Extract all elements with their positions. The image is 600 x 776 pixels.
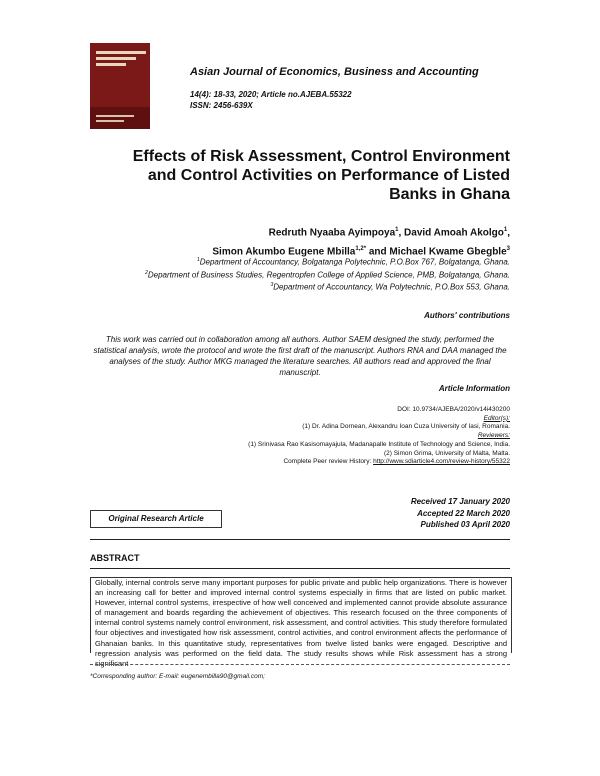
author-separator: and bbox=[366, 246, 390, 258]
author-name: Michael Kwame Gbegble bbox=[389, 246, 507, 258]
editor-item: (1) Dr. Adina Dornean, Alexandru Ioan Cuza University of Iasi, Romania. bbox=[302, 423, 510, 431]
affiliation-item: $^3$Department of Accountancy, Wa Polytechnic, P.O.Box 553, Ghana. bbox=[270, 282, 510, 292]
footnote-divider bbox=[90, 664, 510, 665]
title-line: and Control Activities on Performance of Listed bbox=[147, 167, 510, 184]
affiliations bbox=[70, 255, 510, 293]
reviewer-item: (1) Srinivasa Rao Kasisomayajula, Madanapalle Institute of Technology and Science, India. bbox=[248, 440, 510, 448]
journal-name: Asian Journal of Economics, Business and Accounting bbox=[190, 66, 479, 78]
title-line: Effects of Risk Assessment, Control Environment bbox=[132, 148, 510, 165]
doi: DOI: 10.9734/AJEBA/2020/v14i430200 bbox=[397, 406, 510, 413]
affiliation-item: $^2$Department of Business Studies, Regentropfen College of Applied Science, PMB, Bolgatanga, Ghana. bbox=[145, 269, 510, 280]
title-line: Banks in Ghana bbox=[389, 186, 510, 203]
review-history-label: Complete Peer review History: bbox=[283, 458, 374, 466]
author-affil-sup: 1 bbox=[395, 227, 399, 233]
article-info bbox=[80, 406, 510, 467]
date-accepted: Accepted 22 March 2020 bbox=[417, 508, 510, 518]
section-divider bbox=[90, 568, 510, 569]
abstract-text: Globally, internal controls serve many important purposes for public private and public help organizations. There is however an increasing call for better and improved internal control systems especially in firms that are listed on public market. However, internal control systems, irrespective of how well conceived and implemented cannot provide absolute assurance of management and boards regarding the achievement of objectives. This research focused on the three components of internal control systems namely control environment, risk assessment, and control activities. This study therefore formulated four objectives and investigated how risk assessment, control activities, and control environment affects the performance of Ghanaian banks. In this quantitative study, representatives from twelve listed banks were engaged. Descriptive and regression analysis was performed on the field data. The study results shows while Risk assessment has a strong significant bbox=[90, 577, 512, 653]
reviewers-label: Reviewers: bbox=[477, 432, 510, 440]
contributions-text: This work was carried out in collaboration among all authors. Author SAEM designed the study, performed the statistical analysis, wrote the protocol and wrote the first draft of the manuscript. Authors RNA and DAA managed the analyses of the study. Author MKG managed the literature searches. All authors read and approved the final manuscript. bbox=[93, 335, 507, 377]
contributions-heading: Authors' contributions bbox=[424, 311, 510, 320]
corresponding-author: *Corresponding author: E-mail: eugenembilla90@gmail.com; bbox=[90, 673, 265, 680]
author-name: Simon Akumbo Eugene Mbilla bbox=[212, 246, 356, 258]
affiliation-item: $^1$Department of Accountancy, Bolgatanga Polytechnic, P.O.Box 767, Bolgatanga, Ghana. bbox=[196, 257, 510, 267]
author-name: David Amoah Akolgo bbox=[404, 227, 504, 239]
author-name: Redruth Nyaaba Ayimpoya bbox=[268, 227, 396, 239]
author-separator: , bbox=[398, 227, 405, 239]
article-type-badge: Original Research Article bbox=[90, 510, 222, 528]
review-history-link[interactable]: http://www.sdiarticle4.com/review-history/55322 bbox=[373, 458, 510, 466]
section-divider bbox=[90, 539, 510, 540]
author-affil-sup: 3 bbox=[506, 246, 510, 253]
author-affil-sup: 1 bbox=[503, 227, 508, 233]
reviewer-item: (2) Simon Grima, University of Malta, Malta. bbox=[383, 449, 510, 457]
author-affil-sup: 1,2* bbox=[355, 246, 367, 253]
article-info-heading: Article Information bbox=[438, 384, 510, 393]
article-dates bbox=[411, 496, 510, 531]
abstract-heading: ABSTRACT bbox=[90, 553, 140, 563]
date-received: Received 17 January 2020 bbox=[410, 497, 510, 506]
paper-title bbox=[90, 147, 510, 204]
editors-label: Editor(s): bbox=[483, 414, 510, 422]
date-published: Published 03 April 2020 bbox=[420, 520, 510, 529]
journal-issn: ISSN: 2456-639X bbox=[190, 101, 253, 110]
journal-cover-image bbox=[90, 43, 150, 129]
author-separator: , bbox=[507, 227, 510, 239]
journal-volume: 14(4): 18-33, 2020; Article no.AJEBA.55322 bbox=[190, 90, 352, 99]
